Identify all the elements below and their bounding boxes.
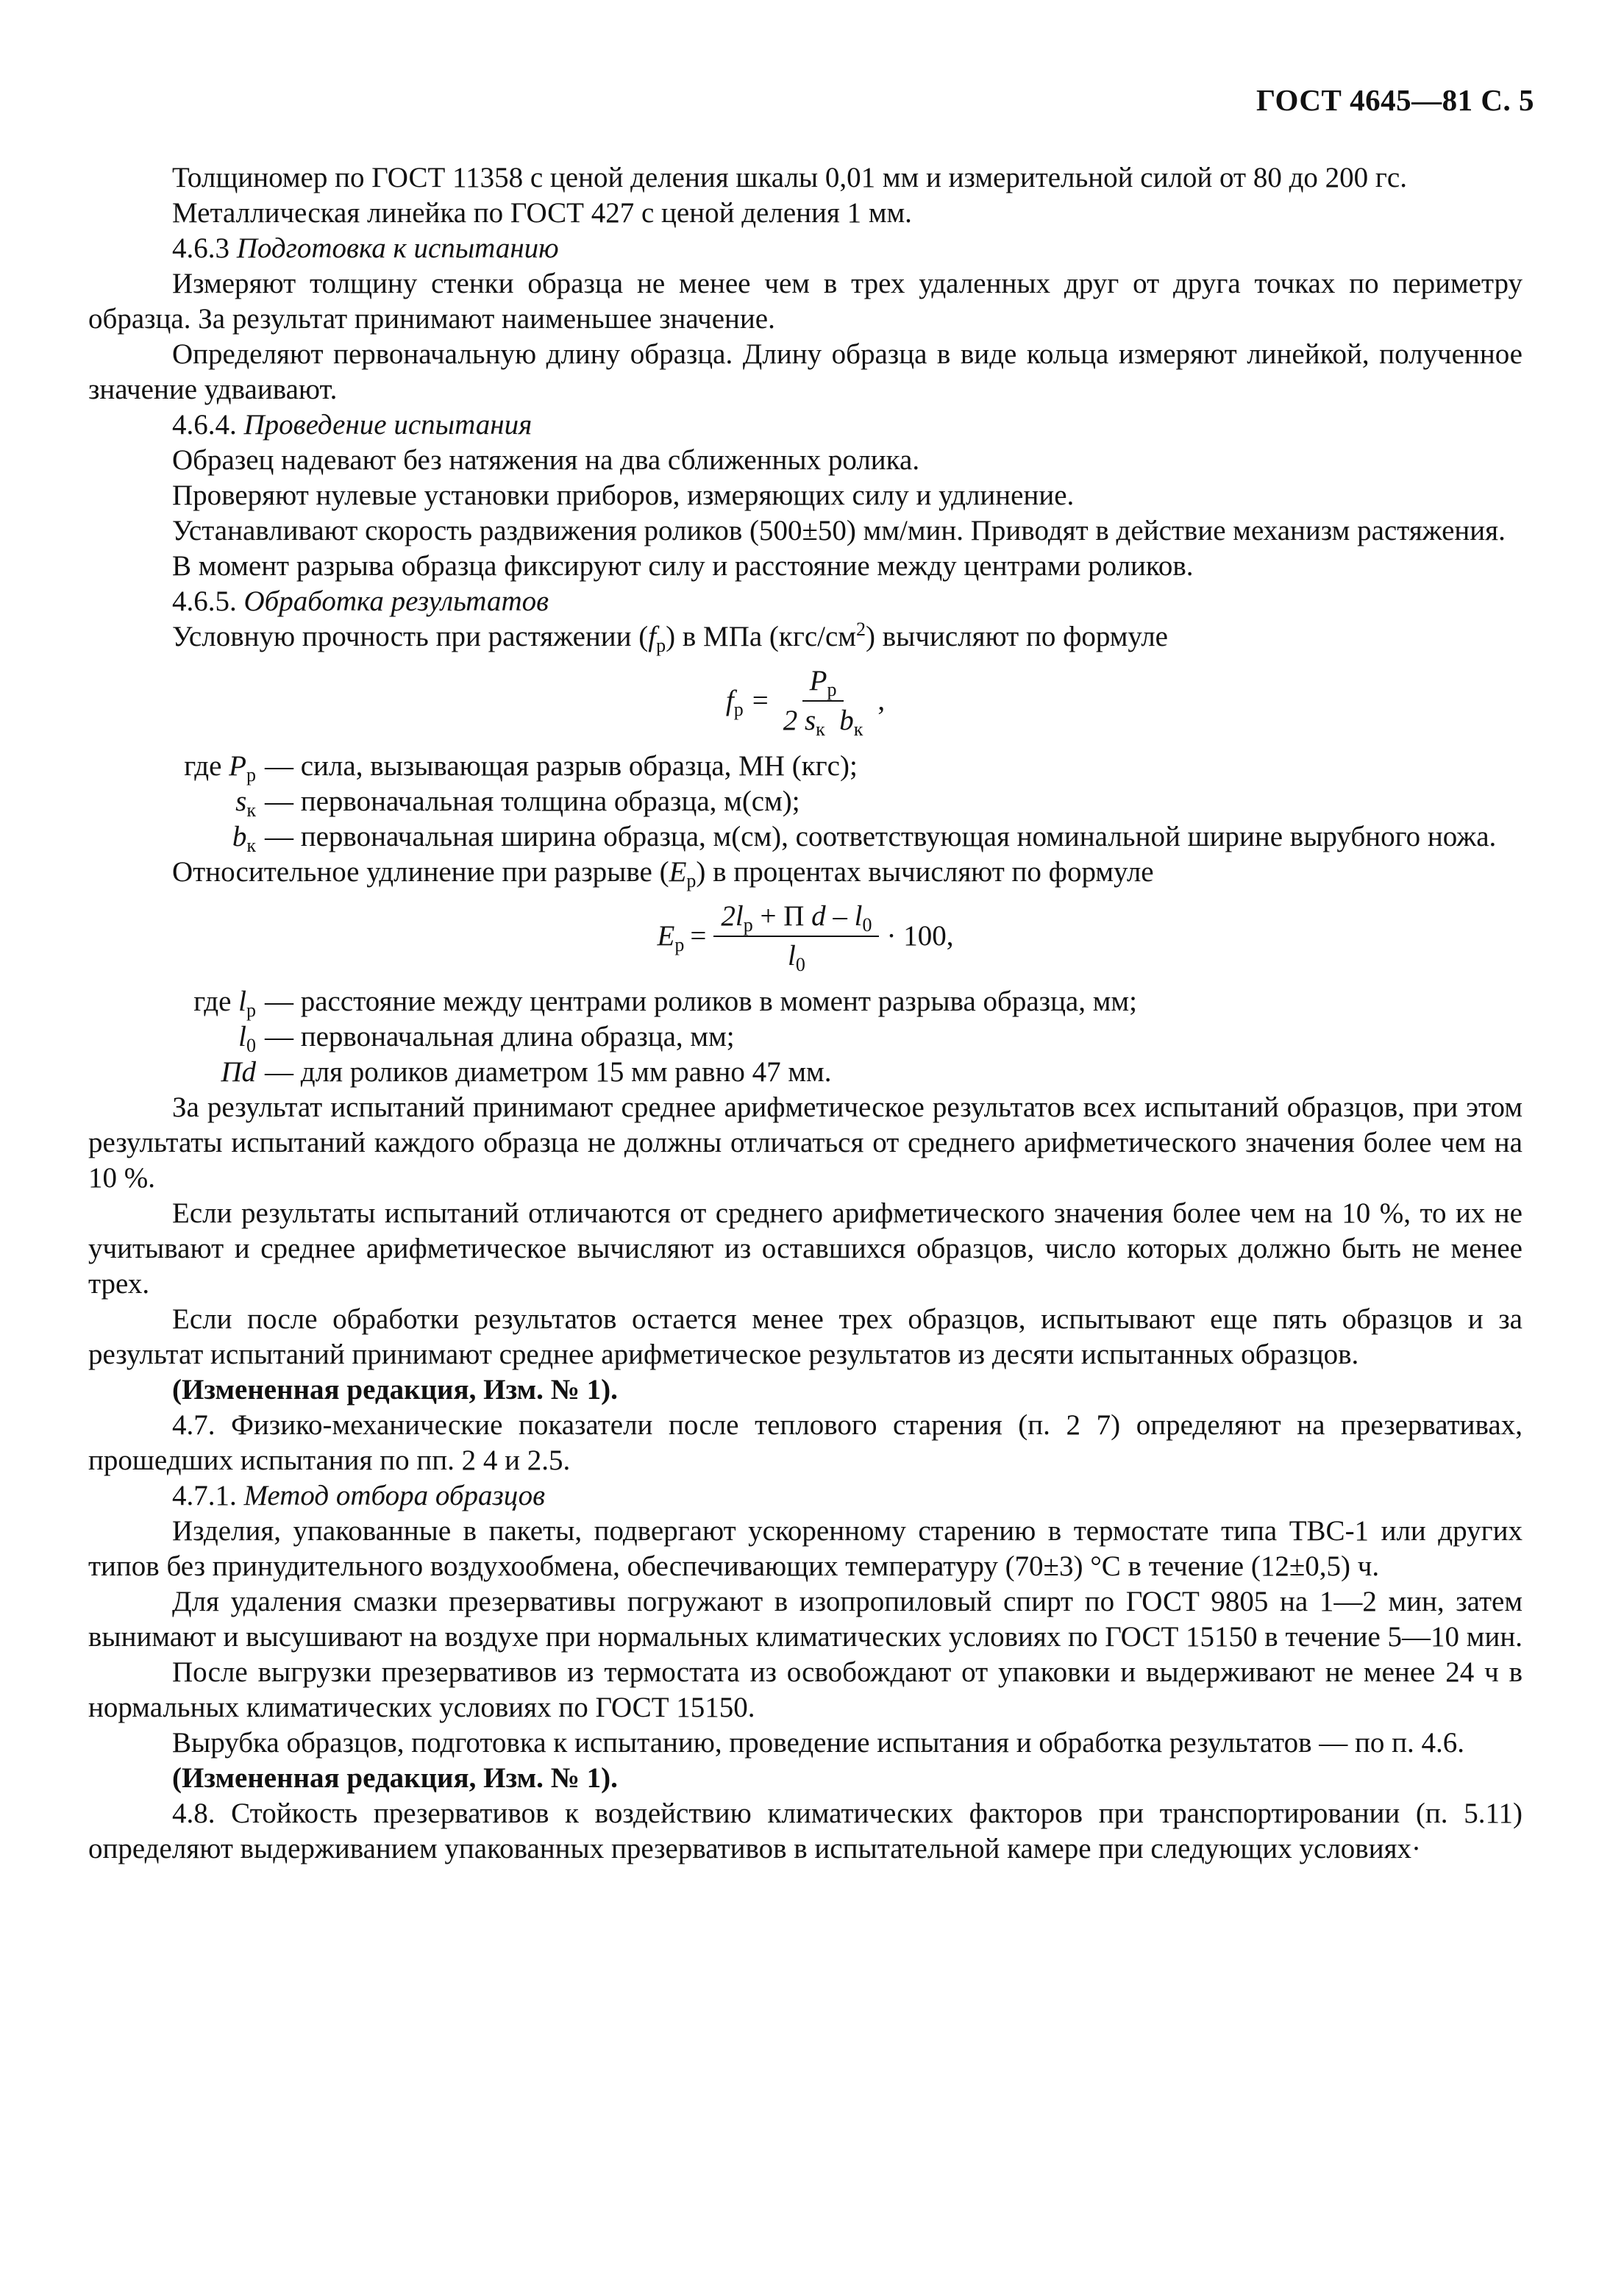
- amendment-note: (Измененная редакция, Изм. № 1).: [172, 1762, 618, 1794]
- document-body: [88, 160, 1522, 1867]
- amendment-note: (Измененная редакция, Изм. № 1).: [172, 1374, 618, 1406]
- formula-equals: =: [690, 920, 707, 952]
- paragraph: Вырубка образцов, подготовка к испытанию, проведение испытания и обработка результатов — по п. 4.6.: [172, 1727, 1464, 1759]
- section-title: Проведение испытания: [243, 409, 533, 441]
- paragraph: За результат испытаний принимают среднее арифметическое результатов всех испытаний образцов, при этом результаты испытаний каждого образца не должны отличаться от среднего арифметического значения более чем на 10 %.: [88, 1091, 1522, 1194]
- paragraph: 4.8. Стойкость презервативов к воздействию климатических факторов при транспортировании (п. 5.11) определяют выдерживанием упакованных презервативов в испытательной камере при следующих условиях·: [88, 1798, 1522, 1864]
- paragraph-strength-intro: Условную прочность при растяжении $(f_р)$ в МПа $(кгс/см^2)$ вычисляют по формуле: [172, 619, 1168, 656]
- formula-lhs: $f_р$: [725, 685, 744, 720]
- section-heading-4-6-3: [88, 231, 1522, 266]
- section-title: Обработка результатов: [243, 585, 549, 617]
- paragraph: В момент разрыва образца фиксируют силу и расстояние между центрами роликов.: [172, 550, 1194, 582]
- legend-item: $b_к$ — первоначальная ширина образца, м(см), соответствующая номинальной ширине вырубного ножа.: [232, 821, 1497, 856]
- formula-tail: ,: [877, 685, 886, 716]
- formula-denominator: 2 $s_к$ $b_к$: [783, 705, 863, 740]
- paragraph: Изделия, упакованные в пакеты, подвергают ускоренному старению в термостате типа ТВС-1 или других типов без принудительного воздухообмена, обеспечивающих температуру (70±3) °С в течение (12±0,5) ч.: [88, 1515, 1522, 1582]
- paragraph: Определяют первоначальную длину образца. Длину образца в виде кольца измеряют линейкой, полученное значение удваивают.: [88, 338, 1522, 405]
- formula-numerator: $P_р$: [802, 665, 844, 702]
- legend-item: $l_0$ — первоначальная длина образца, мм;: [238, 1021, 735, 1056]
- legend-list-2: [88, 984, 1522, 1090]
- formula-fraction: [776, 665, 871, 740]
- formula-lhs: $E_р$: [657, 920, 685, 955]
- formula-tail: · 100,: [886, 920, 954, 952]
- paragraph: Если после обработки результатов остается менее трех образцов, испытывают еще пять образцов и за результат испытаний принимают среднее арифметическое результатов из десяти испытанных образцов.: [88, 1303, 1522, 1370]
- legend-item: где $l_р$ — расстояние между центрами роликов в момент разрыва образца, мм;: [193, 986, 1137, 1021]
- legend-item: $s_к$ — первоначальная толщина образца, м(см);: [235, 786, 800, 821]
- paragraph: Устанавливают скорость раздвижения роликов (500±50) мм/мин. Приводят в действие механизм растяжения.: [172, 515, 1506, 546]
- formula-denominator: $l_0$: [787, 940, 805, 975]
- formula-equals: =: [752, 685, 769, 716]
- paragraph: Образец надевают без натяжения на два сближенных ролика.: [172, 444, 920, 476]
- paragraph: Если результаты испытаний отличаются от среднего арифметического значения более чем на 10 %, то их не учитывают и среднее арифметическое вычисляют из оставшихся образцов, число которых должно быть не менее трех.: [88, 1197, 1522, 1300]
- section-number: 4.7.1.: [172, 1480, 237, 1511]
- section-heading-4-7-1: [88, 1478, 1522, 1514]
- section-number: 4.6.3: [172, 232, 229, 264]
- section-number: 4.6.4.: [172, 409, 237, 441]
- legend-list-1: [88, 749, 1522, 855]
- paragraph: Измеряют толщину стенки образца не менее чем в трех удаленных друг от друга точках по периметру образца. За результат принимают наименьшее значение.: [88, 268, 1522, 335]
- legend-item: где $P_р$ — сила, вызывающая разрыв образца, МН (кгс);: [184, 750, 858, 786]
- paragraph: Для удаления смазки презервативы погружают в изопропиловый спирт по ГОСТ 9805 на 1—2 мин, затем вынимают и высушивают на воздухе при нормальных климатических условиях по ГОСТ 15150 в течение 5—10 мин.: [88, 1586, 1522, 1653]
- formula-fraction: [713, 900, 879, 975]
- paragraph: 4.7. Физико-механические показатели после теплового старения (п. 2 7) определяют на презервативах, прошедших испытания по пп. 2 4 и 2.5.: [88, 1409, 1522, 1476]
- formula-tensile-strength: [88, 665, 1522, 740]
- section-title: Метод отбора образцов: [243, 1480, 546, 1511]
- paragraph: После выгрузки презервативов из термостата из освобождают от упаковки и выдерживают не менее 24 ч в нормальных климатических условиях по ГОСТ 15150.: [88, 1656, 1522, 1723]
- page-header: ГОСТ 4645—81 С. 5: [1256, 83, 1534, 117]
- paragraph: Проверяют нулевые установки приборов, измеряющих силу и удлинение.: [172, 480, 1075, 511]
- section-title: Подготовка к испытанию: [236, 232, 559, 264]
- paragraph-elongation-intro: Относительное удлинение при разрыве $(E_р)$ в процентах вычисляют по формуле: [172, 856, 1154, 891]
- paragraph: Толщиномер по ГОСТ 11358 с ценой деления шкалы 0,01 мм и измерительной силой от 80 до 200 гс.: [172, 162, 1407, 193]
- formula-numerator: $2l_р + П$ d – $l_0$: [713, 900, 879, 937]
- section-heading-4-6-4: [88, 407, 1522, 443]
- legend-item: Пd — для роликов диаметром 15 мм равно 47 мм.: [221, 1056, 832, 1088]
- formula-elongation: [88, 900, 1522, 975]
- section-number: 4.6.5.: [172, 585, 237, 617]
- paragraph: Металлическая линейка по ГОСТ 427 с ценой деления 1 мм.: [172, 197, 912, 229]
- section-heading-4-6-5: [88, 584, 1522, 619]
